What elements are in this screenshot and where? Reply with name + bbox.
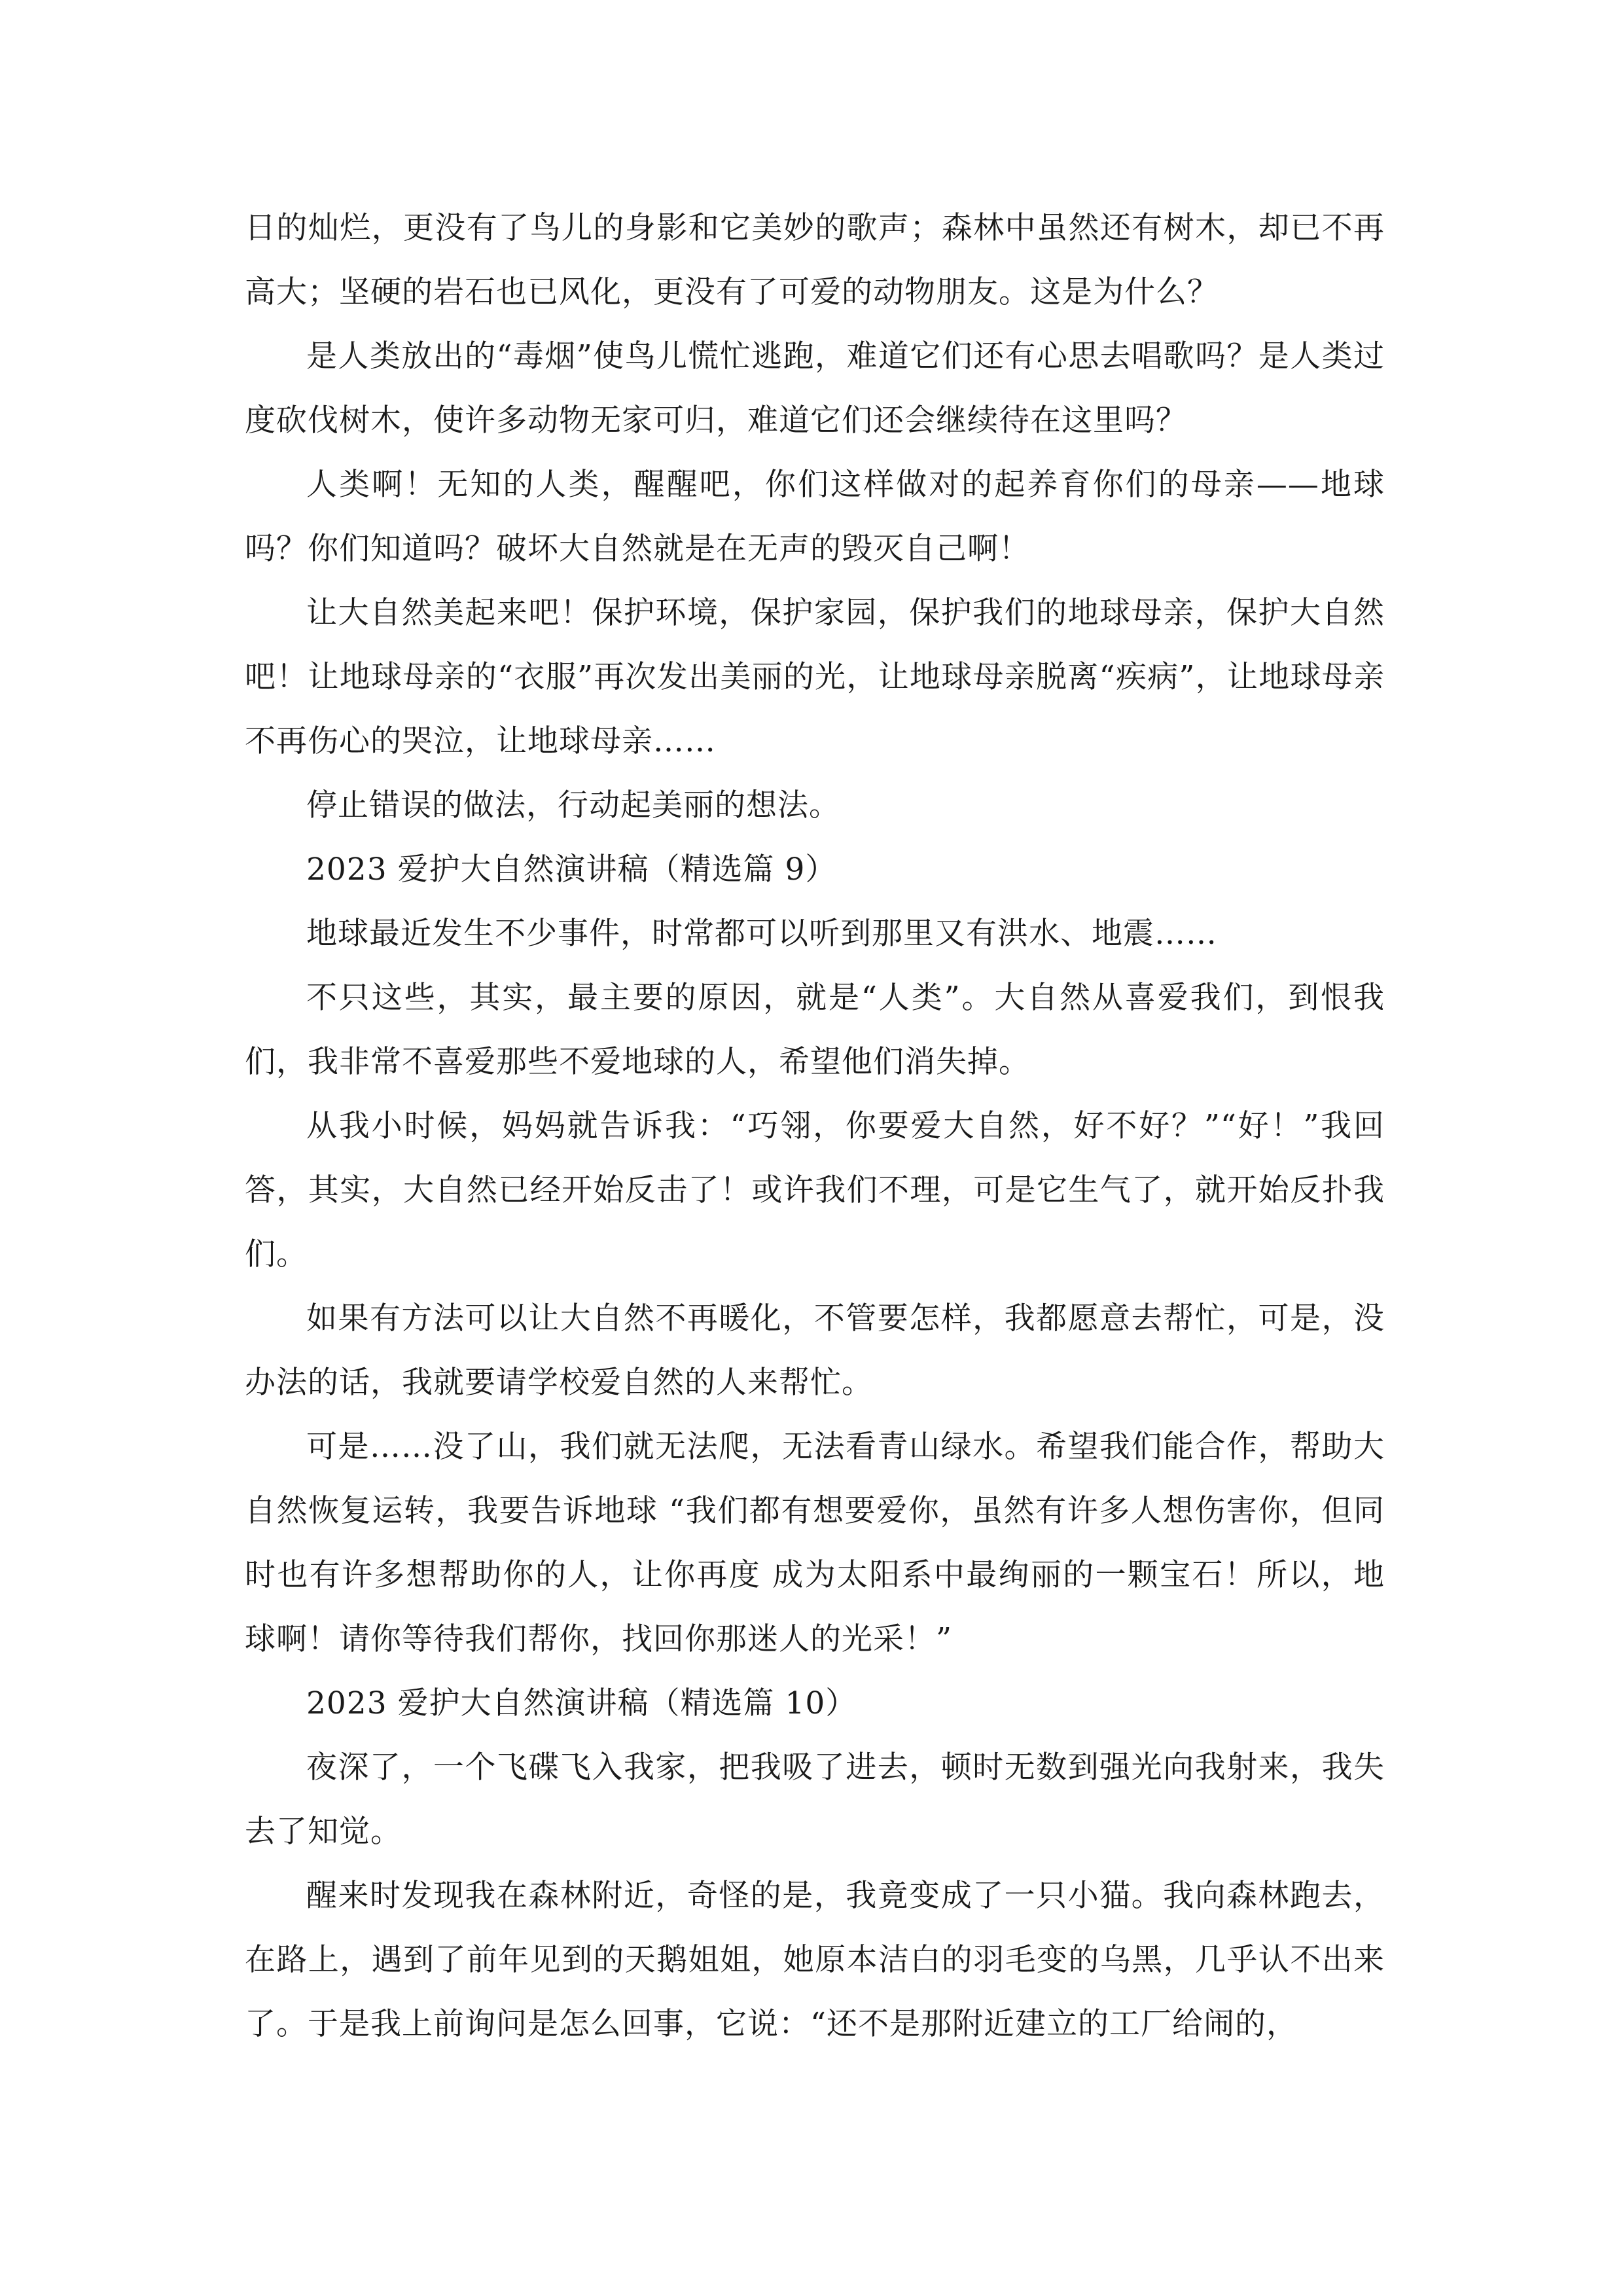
paragraph-6: 地球最近发生不少事件，时常都可以听到那里又有洪水、地震…… bbox=[306, 916, 1217, 952]
paragraph-4: 让大自然美起来吧！保护环境，保护家园，保护我们的地球母亲，保护大自然吧！让地球母亲的“衣服”再次发出美丽的光，让地球母亲脱离“疾病”，让地球母亲不再伤心的哭泣，让地球母亲…… bbox=[245, 595, 1385, 759]
paragraph-9: 如果有方法可以让大自然不再暖化，不管要怎样，我都愿意去帮忙，可是，没办法的话，我就要请学校爱自然的人来帮忙。 bbox=[245, 1300, 1385, 1401]
section-heading-9: 2023 爱护大自然演讲稿（精选篇 9） bbox=[306, 852, 837, 888]
document-body bbox=[245, 196, 1385, 2056]
paragraph-3: 人类啊！无知的人类，醒醒吧，你们这样做对的起养育你们的母亲——地球吗？你们知道吗？破坏大自然就是在无声的毁灭自己啊！ bbox=[245, 467, 1385, 567]
paragraph-11: 夜深了，一个飞碟飞入我家，把我吸了进去，顿时无数到强光向我射来，我失去了知觉。 bbox=[245, 1749, 1385, 1850]
paragraph-1: 日的灿烂，更没有了鸟儿的身影和它美妙的歌声；森林中虽然还有树木，却已不再高大；坚硬的岩石也已风化，更没有了可爱的动物朋友。这是为什么？ bbox=[245, 210, 1385, 310]
paragraph-5: 停止错误的做法，行动起美丽的想法。 bbox=[306, 787, 840, 823]
paragraph-7: 不只这些，其实，最主要的原因，就是“人类”。大自然从喜爱我们，到恨我们，我非常不喜爱那些不爱地球的人，希望他们消失掉。 bbox=[245, 980, 1385, 1080]
paragraph-2: 是人类放出的“毒烟”使鸟儿慌忙逃跑，难道它们还有心思去唱歌吗？是人类过度砍伐树木，使许多动物无家可归，难道它们还会继续待在这里吗？ bbox=[245, 338, 1385, 439]
section-heading-10: 2023 爱护大自然演讲稿（精选篇 10） bbox=[306, 1685, 857, 1721]
paragraph-8: 从我小时候，妈妈就告诉我：“巧翎，你要爱大自然，好不好？”“好！”我回答，其实，大自然已经开始反击了！或许我们不理，可是它生气了，就开始反扑我们。 bbox=[245, 1108, 1385, 1272]
paragraph-12: 醒来时发现我在森林附近，奇怪的是，我竟变成了一只小猫。我向森林跑去，在路上，遇到了前年见到的天鹅姐姐，她原本洁白的羽毛变的乌黑，几乎认不出来了。于是我上前询问是怎么回事，它说：“还不是那附近建立的工厂给闹的， bbox=[245, 1878, 1385, 2042]
paragraph-10: 可是……没了山，我们就无法爬，无法看青山绿水。希望我们能合作，帮助大自然恢复运转，我要告诉地球 “我们都有想要爱你，虽然有许多人想伤害你，但同时也有许多想帮助你的人，让你再度 成为太阳系中最绚丽的一颗宝石！所以，地球啊！请你等待我们帮你，找回你那迷人的光采！” bbox=[245, 1429, 1385, 1657]
